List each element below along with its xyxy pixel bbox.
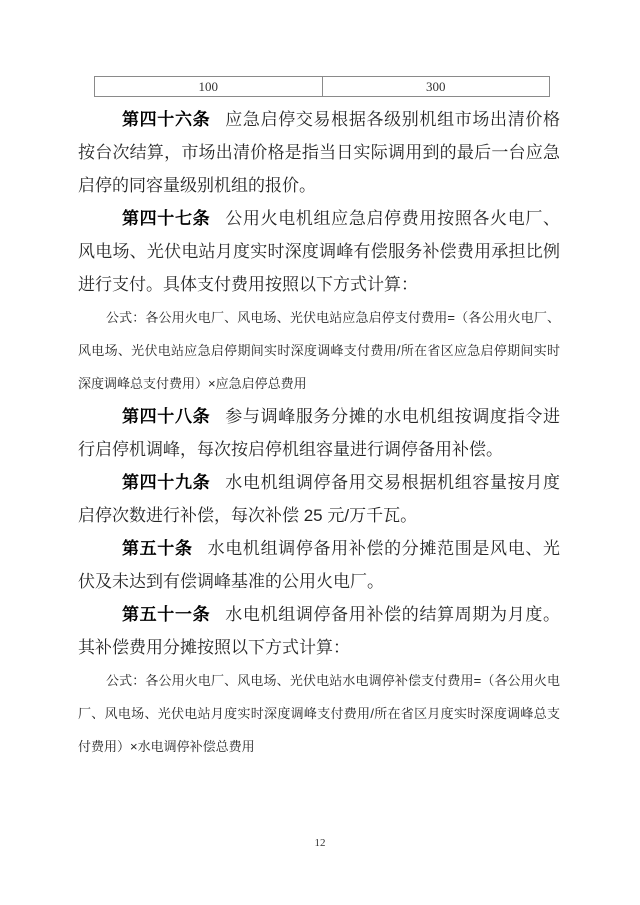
article-51-paragraph	[78, 598, 560, 664]
table-cell-left: 100	[95, 77, 323, 97]
article-49-number: 第四十九条	[122, 473, 211, 492]
article-47-text: 公用火电机组应急启停费用按照各火电厂、风电场、光伏电站月度实时深度调峰有偿服务补偿费用承担比例进行支付。具体支付费用按照以下方式计算：	[78, 209, 561, 294]
article-49-text: 水电机组调停备用交易根据机组容量按月度启停次数进行补偿，每次补偿 25 元/万千瓦。	[78, 473, 561, 525]
article-51-text: 水电机组调停备用补偿的结算周期为月度。其补偿费用分摊按照以下方式计算：	[78, 605, 561, 657]
article-51-number: 第五十一条	[122, 605, 211, 624]
article-46-text: 应急启停交易根据各级别机组市场出清价格按台次结算，市场出清价格是指当日实际调用到的最后一台应急启停的同容量级别机组的报价。	[78, 110, 561, 195]
article-49-paragraph	[78, 466, 560, 532]
article-47-paragraph	[78, 202, 560, 301]
article-50-number: 第五十条	[122, 539, 193, 558]
article-46-number: 第四十六条	[122, 110, 211, 129]
article-50-text: 水电机组调停备用补偿的分摊范围是风电、光伏及未达到有偿调峰基准的公用火电厂。	[78, 539, 560, 591]
article-48-number: 第四十八条	[122, 407, 211, 426]
document-content	[78, 76, 560, 763]
formula-emergency-startstop: 公式：各公用火电厂、风电场、光伏电站应急启停支付费用=（各公用火电厂、风电场、光伏电站应急启停期间实时深度调峰支付费用/所在省区应急启停期间实时深度调峰总支付费用）×应急启停总费用	[78, 310, 560, 391]
article-46-paragraph	[78, 103, 560, 202]
article-48-text: 参与调峰服务分摊的水电机组按调度指令进行启停机调峰，每次按启停机组容量进行调停备用补偿。	[78, 407, 561, 459]
article-48-paragraph	[78, 400, 560, 466]
table-fragment	[94, 76, 550, 97]
article-47-number: 第四十七条	[122, 209, 211, 228]
table-row	[95, 77, 550, 97]
formula-hydro-compensation: 公式：各公用火电厂、风电场、光伏电站水电调停补偿支付费用=（各公用火电厂、风电场、光伏电站月度实时深度调峰支付费用/所在省区月度实时深度调峰总支付费用）×水电调停补偿总费用	[78, 673, 560, 754]
page-number: 12	[314, 837, 326, 849]
table-cell-right: 300	[322, 77, 550, 97]
article-50-paragraph	[78, 532, 560, 598]
